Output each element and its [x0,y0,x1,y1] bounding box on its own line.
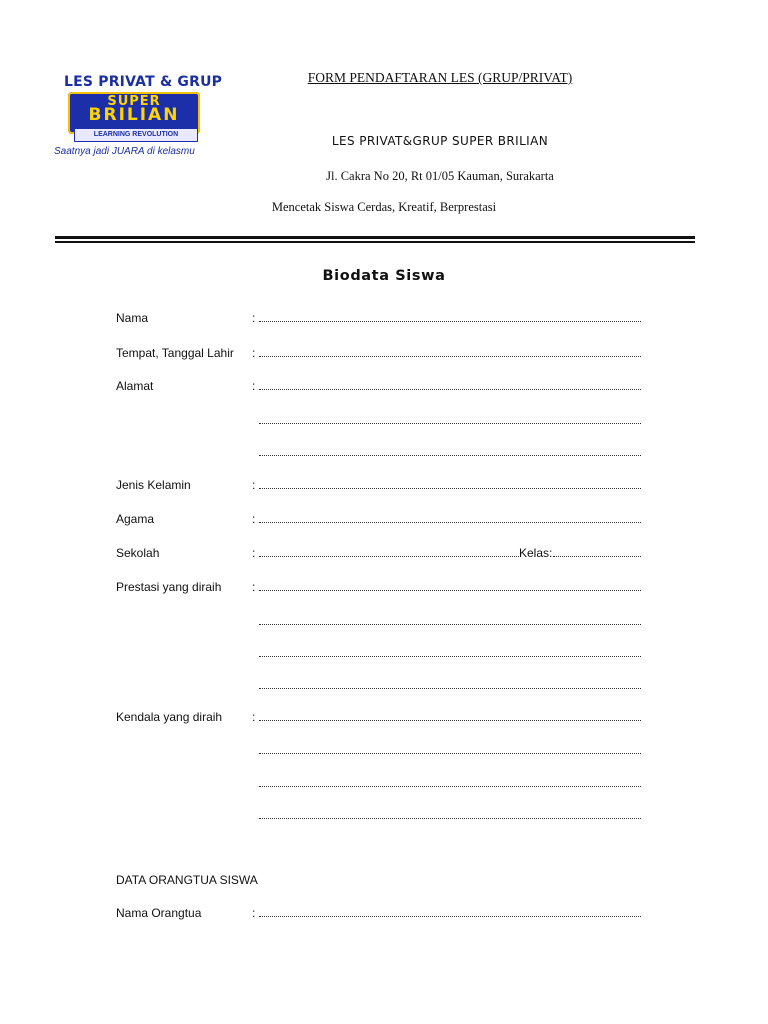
logo-brilian-text: BRILIAN [88,105,180,125]
fill-line[interactable] [259,356,641,357]
field-colon: : [252,512,256,526]
fill-line[interactable] [259,786,641,787]
motto: Mencetak Siswa Cerdas, Kreatif, Berprestasi [271,200,497,214]
field-colon: : [252,710,256,724]
fill-line[interactable] [259,818,641,819]
field-colon: : [252,311,256,325]
logo-top-text: LES PRIVAT & GRUP [64,74,223,90]
kelas-label: Kelas: [519,546,553,560]
field-label: Prestasi yang diraih [116,580,222,594]
org-name: LES PRIVAT&GRUP SUPER BRILIAN [331,134,549,148]
logo-tagline: Saatnya jadi JUARA di kelasmu [54,146,195,157]
fill-line[interactable] [259,590,641,591]
logo-ribbon: LEARNING REVOLUTION [74,128,198,142]
logo-super-text: SUPER [107,94,161,109]
fill-line-sekolah[interactable] [259,556,519,557]
field-label: Agama [116,512,155,526]
fill-line[interactable] [259,423,641,424]
header-divider-thick [55,236,695,239]
address: Jl. Cakra No 20, Rt 01/05 Kauman, Surakarta [326,169,554,183]
fill-line[interactable] [259,656,641,657]
parent-section-title: DATA ORANGTUA SISWA [116,873,258,887]
field-colon: : [252,580,256,594]
field-colon: : [252,379,256,393]
fill-line[interactable] [259,455,641,456]
fill-line[interactable] [259,321,641,322]
form-title: FORM PENDAFTARAN LES (GRUP/PRIVAT) [307,70,573,85]
field-label: Tempat, Tanggal Lahir [116,346,234,360]
fill-line[interactable] [259,624,641,625]
fill-line[interactable] [259,753,641,754]
fill-line[interactable] [259,916,641,917]
field-label: Jenis Kelamin [116,478,191,492]
fill-line[interactable] [259,389,641,390]
field-colon: : [252,906,256,920]
section-title: Biodata Siswa [322,268,446,284]
field-label: Kendala yang diraih [116,710,223,724]
fill-line-kelas[interactable] [553,556,641,557]
field-label: Sekolah [116,546,160,560]
field-label: Alamat [116,379,154,393]
field-colon: : [252,546,256,560]
fill-line[interactable] [259,688,641,689]
fill-line[interactable] [259,488,641,489]
field-colon: : [252,346,256,360]
field-label: Nama Orangtua [116,906,202,920]
header-divider-thin [55,241,695,243]
field-label: Nama [116,311,149,325]
fill-line[interactable] [259,720,641,721]
fill-line[interactable] [259,522,641,523]
field-colon: : [252,478,256,492]
